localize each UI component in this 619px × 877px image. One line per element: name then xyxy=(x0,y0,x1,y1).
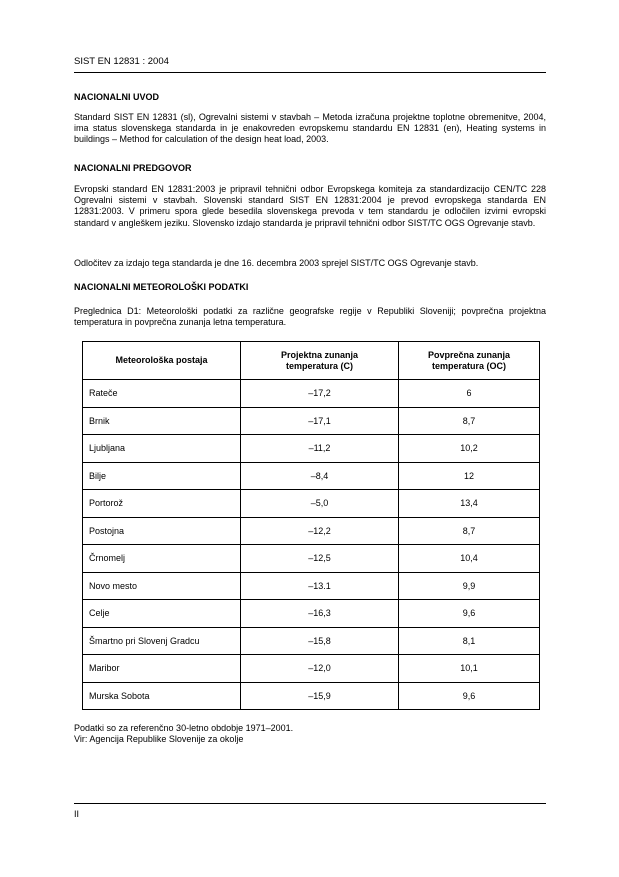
station-cell: Murska Sobota xyxy=(83,682,241,710)
period-note: Podatki so za referenčno 30-letno obdobje 1971–2001. xyxy=(74,723,294,733)
table-header-row xyxy=(83,342,540,380)
page-number: II xyxy=(74,809,80,819)
section-title-predgovor: NACIONALNI PREDGOVOR xyxy=(74,163,192,173)
avg-temp-cell: 9,6 xyxy=(399,600,540,628)
station-cell: Novo mesto xyxy=(83,572,241,600)
table-row xyxy=(83,682,540,710)
station-cell: Ljubljana xyxy=(83,435,241,463)
station-cell: Portorož xyxy=(83,490,241,518)
avg-temp-cell: 12 xyxy=(399,462,540,490)
design-temp-cell: –12,0 xyxy=(241,655,399,683)
header-design-temp: Projektna zunanja temperatura (C) xyxy=(241,342,399,380)
table-row xyxy=(83,655,540,683)
section-decision-predgovor: Odločitev za izdajo tega standarda je dne 16. decembra 2003 sprejel SIST/TC OGS Ogrevanje stavb. xyxy=(74,258,479,268)
design-temp-cell: –15,9 xyxy=(241,682,399,710)
station-cell: Črnomelj xyxy=(83,545,241,573)
header-divider xyxy=(74,72,546,73)
design-temp-cell: –13.1 xyxy=(241,572,399,600)
avg-temp-cell: 8,1 xyxy=(399,627,540,655)
design-temp-cell: –15,8 xyxy=(241,627,399,655)
design-temp-cell: –17,2 xyxy=(241,380,399,408)
table-notes xyxy=(74,723,293,745)
header-station: Meteorološka postaja xyxy=(83,342,241,380)
station-cell: Šmartno pri Slovenj Gradcu xyxy=(83,627,241,655)
table-row xyxy=(83,572,540,600)
meteo-table xyxy=(82,341,540,710)
table-row xyxy=(83,517,540,545)
avg-temp-cell: 6 xyxy=(399,380,540,408)
avg-temp-cell: 10,2 xyxy=(399,435,540,463)
avg-temp-cell: 10,4 xyxy=(399,545,540,573)
avg-temp-cell: 8,7 xyxy=(399,517,540,545)
design-temp-cell: –12,2 xyxy=(241,517,399,545)
design-temp-cell: –12,5 xyxy=(241,545,399,573)
section-title-uvod: NACIONALNI UVOD xyxy=(74,92,159,102)
avg-temp-cell: 9,9 xyxy=(399,572,540,600)
table-row xyxy=(83,435,540,463)
source-note: Vir: Agencija Republike Slovenije za okolje xyxy=(74,734,244,744)
section-title-meteo: NACIONALNI METEOROLOŠKI PODATKI xyxy=(74,282,249,292)
table-caption: Preglednica D1: Meteorološki podatki za različne geografske regije v Republiki Sloveniji; povprečna projektna temperatura in povprečna zunanja letna temperatura. xyxy=(74,306,546,328)
table-row xyxy=(83,407,540,435)
station-cell: Maribor xyxy=(83,655,241,683)
section-text-predgovor: Evropski standard EN 12831:2003 je pripravil tehnični odbor Evropskega komiteja za standardizacijo CEN/TC 228 Ogrevalni sistemi v stavbah. Slovenski standard SIST EN 12831:2004 je prevod evropskega standarda EN 12831:2003. V primeru spora glede besedila slovenskega prevoda v tem standardu je odločilen izvirni evropski standard v angleškem jeziku. Slovensko izdajo standarda je pripravil tehnični odbor SIST/TC OGS Ogrevanje stavb. xyxy=(74,184,546,228)
station-cell: Bilje xyxy=(83,462,241,490)
table-row xyxy=(83,627,540,655)
design-temp-cell: –5,0 xyxy=(241,490,399,518)
document-id: SIST EN 12831 : 2004 xyxy=(74,56,169,67)
section-text-uvod: Standard SIST EN 12831 (sl), Ogrevalni sistemi v stavbah – Metoda izračuna projektne toplotne obremenitve, 2004, ima status slovenskega standarda in je enakovreden evropskemu standardu EN 12831 (en), Heating systems in buildings – Method for calculation of the design heat load, 2003. xyxy=(74,112,546,145)
station-cell: Celje xyxy=(83,600,241,628)
footer-divider xyxy=(74,803,546,804)
station-cell: Brnik xyxy=(83,407,241,435)
avg-temp-cell: 9,6 xyxy=(399,682,540,710)
design-temp-cell: –11,2 xyxy=(241,435,399,463)
table-row xyxy=(83,600,540,628)
avg-temp-cell: 8,7 xyxy=(399,407,540,435)
station-cell: Rateče xyxy=(83,380,241,408)
station-cell: Postojna xyxy=(83,517,241,545)
design-temp-cell: –8,4 xyxy=(241,462,399,490)
header-average-temp: Povprečna zunanja temperatura (OC) xyxy=(399,342,540,380)
table-row xyxy=(83,545,540,573)
table-row xyxy=(83,380,540,408)
table-row xyxy=(83,490,540,518)
table-row xyxy=(83,462,540,490)
avg-temp-cell: 10,1 xyxy=(399,655,540,683)
design-temp-cell: –16,3 xyxy=(241,600,399,628)
avg-temp-cell: 13,4 xyxy=(399,490,540,518)
design-temp-cell: –17,1 xyxy=(241,407,399,435)
